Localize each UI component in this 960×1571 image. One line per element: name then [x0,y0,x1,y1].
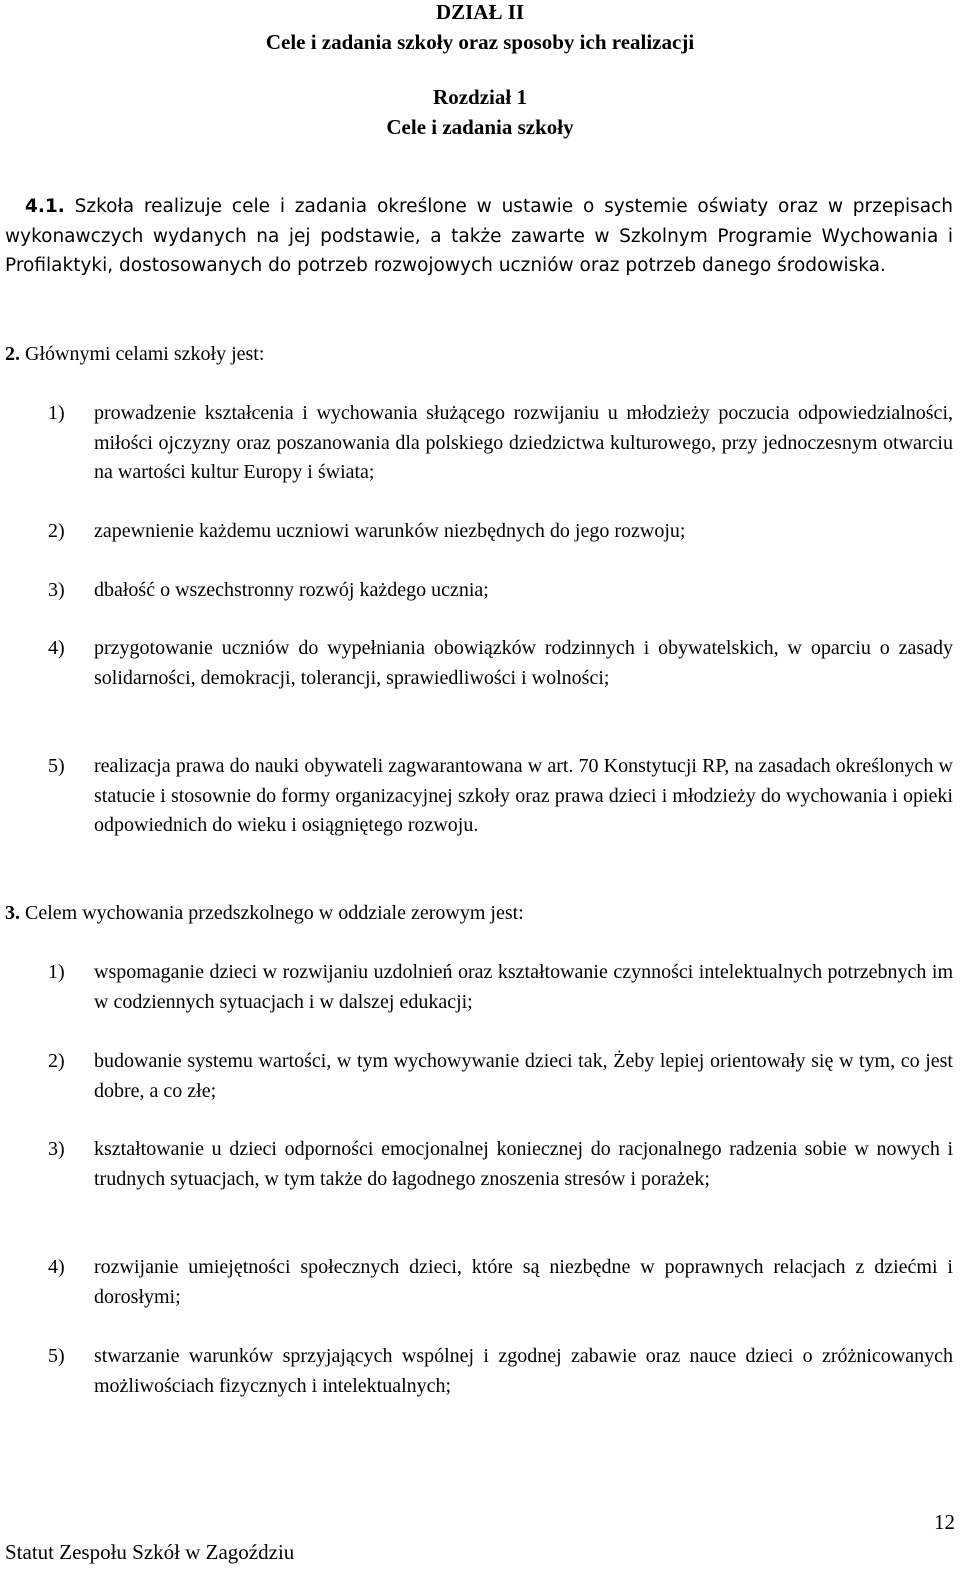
list-item-text: budowanie systemu wartości, w tym wychowywanie dzieci tak, Żeby lepiej orientowały się w tym, co jest dobre, a co złe; [94,1050,953,1102]
paragraph-1 [5,192,953,281]
section-title: Cele i zadania szkoły oraz sposoby ich realizacji [265,30,695,54]
list-item-label: 4) [48,1256,65,1278]
paragraph-text: Szkoła realizuje cele i zadania określone w ustawie o systemie oświaty oraz w przepisach wykonawczych wydanych na jej podstawie, a także zawarte w Szkolnym Programie Wychowania i Profilaktyki, dostosowanych do potrzeb rozwojowych uczniów oraz potrzeb danego środowiska. [5,196,953,276]
list-item-text: wspomaganie dzieci w rozwijaniu uzdolnień oraz kształtowanie czynności intelektualnych potrzebnych im w codziennych sytuacjach i w dalszej edukacji; [94,961,953,1013]
list-item [48,1047,953,1106]
chapter-title: Cele i zadania szkoły [386,115,574,139]
list-item-label: 3) [48,1138,65,1160]
paragraph-text: Głównymi celami szkoły jest: [25,343,265,365]
list-item-text: kształtowanie u dzieci odporności emocjonalnej koniecznej do racjonalnego radzenia sobie w nowych i trudnych sytuacjach, w tym także do łagodnego znoszenia stresów i porażek; [94,1138,953,1190]
page-number: 12 [934,1510,955,1534]
list-item-text: zapewnienie każdemu uczniowi warunków niezbędnych do jego rozwoju; [94,520,686,542]
paragraph-number: 2. [5,343,20,365]
list-item-label: 2) [48,1050,65,1072]
paragraph-2 [5,340,953,370]
list-item-text: dbałość o wszechstronny rozwój każdego ucznia; [94,579,489,601]
list-item-label: 4) [48,637,65,659]
paragraph-number: 4.1. [25,196,65,217]
list-item-label: 5) [48,1345,65,1367]
paragraph-number: 3. [5,902,20,924]
list-item [48,752,953,841]
list-item [48,1253,953,1312]
list-item-text: realizacja prawa do nauki obywateli zagwarantowana w art. 70 Konstytucji RP, na zasadach określonych w statucie i stosownie do formy organizacyjnej szkoły oraz prawa dzieci i młodzieży do wychowania i opieki odpowiednich do wieku i osiągniętego rozwoju. [94,755,953,836]
paragraph-text: Celem wychowania przedszkolnego w oddziale zerowym jest: [25,902,524,924]
list-item [48,399,953,488]
list-item [48,1342,953,1401]
list-item-label: 1) [48,402,65,424]
list-item-text: rozwijanie umiejętności społecznych dzieci, które są niezbędne w poprawnych relacjach z dziećmi i dorosłymi; [94,1256,953,1308]
section-heading: DZIAŁ II [435,0,525,24]
list-item-text: stwarzanie warunków sprzyjających wspólnej i zgodnej zabawie oraz nauce dzieci o zróżnicowanych możliwościach fizycznych i intelektualnych; [94,1345,953,1397]
list-item [48,634,953,693]
list-item [48,576,953,606]
list-item-label: 2) [48,520,65,542]
chapter-heading: Rozdział 1 [433,85,527,109]
list-item-label: 1) [48,961,65,983]
footer-document-name: Statut Zespołu Szkół w Zagoździu [5,1540,295,1564]
list-item-label: 3) [48,579,65,601]
list-item-text: prowadzenie kształcenia i wychowania służącego rozwijaniu u młodzieży poczucia odpowiedzialności, miłości ojczyzny oraz poszanowania dla polskiego dziedzictwa kulturowego, przy jednoczesnym otwarciu na wartości kultur Europy i świata; [94,402,953,483]
list-item [48,1135,953,1194]
paragraph-3 [5,899,953,929]
list-item [48,958,953,1017]
list-item [48,517,953,547]
list-item-label: 5) [48,755,65,777]
list-item-text: przygotowanie uczniów do wypełniania obowiązków rodzinnych i obywatelskich, w oparciu o zasady solidarności, demokracji, tolerancji, sprawiedliwości i wolności; [94,637,953,689]
